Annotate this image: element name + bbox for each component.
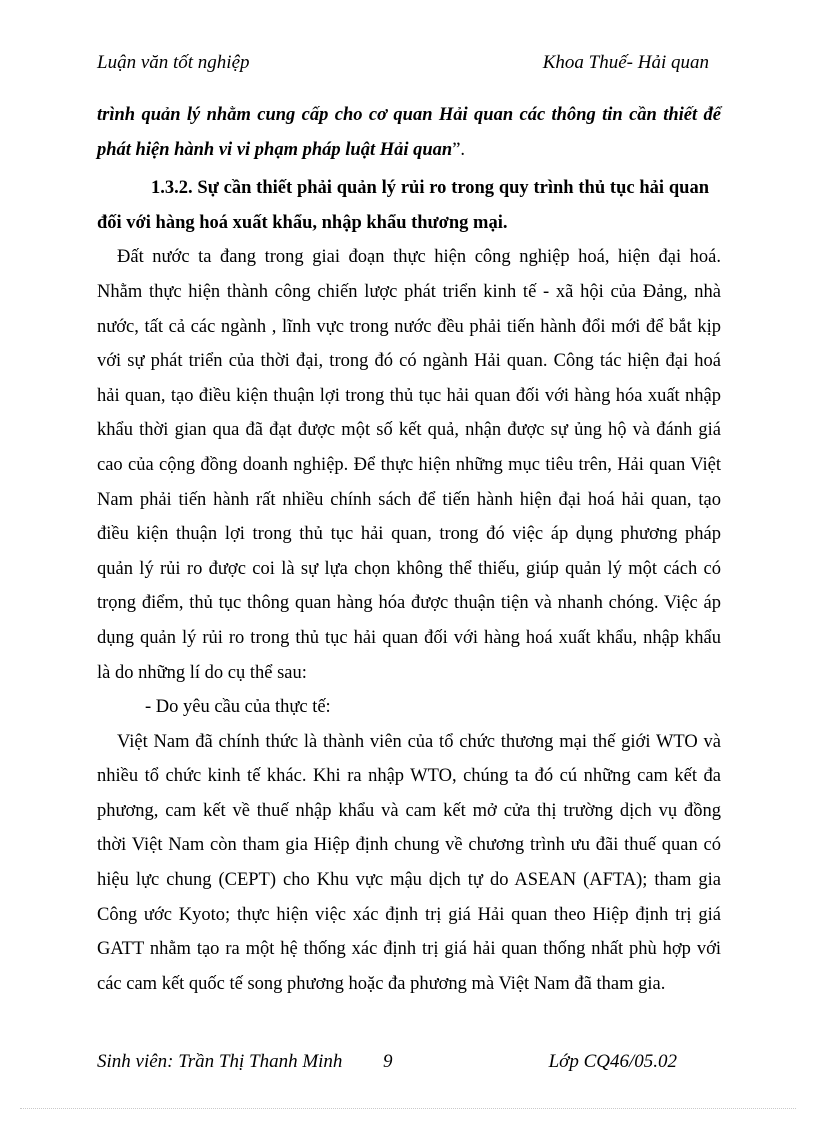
paragraph-line: Đất nước ta đang trong giai đoạn thực hiện công nghiệp hoá, hiện đại hoá. <box>117 247 721 268</box>
paragraph-line: cao của cộng đồng doanh nghiệp. Để thực hiện những mục tiêu trên, Hải quan Việt <box>97 454 721 475</box>
paragraph-line: với sự phát triển của thời đại, trong đó có ngành Hải quan. Công tác hiện đại hoá <box>97 351 721 372</box>
header-faculty-label: Khoa Thuế- Hải quan <box>542 52 709 73</box>
intro-line-2 <box>97 133 721 168</box>
page-footer <box>97 1051 677 1077</box>
section-heading-line-1: 1.3.2. Sự cần thiết phải quản lý rủi ro trong quy trình thủ tục hải quan <box>151 178 709 199</box>
page-bottom-divider <box>20 1108 796 1109</box>
paragraph-line: là do những lí do cụ thể sau: <box>97 662 307 683</box>
footer-class-code: Lớp CQ46/05.02 <box>548 1051 677 1072</box>
paragraph-line: phương, cam kết về thuế nhập khẩu và cam kết mở cửa thị trường dịch vụ đồng <box>97 800 721 821</box>
page-header <box>97 52 709 78</box>
paragraph-line: nước, tất cả các ngành , lĩnh vực trong nước đều phải tiến hành đổi mới để bắt kịp <box>97 316 721 337</box>
page-number: 9 <box>383 1051 393 1072</box>
paragraph-line: Công ước Kyoto; thực hiện việc xác định trị giá Hải quan theo Hiệp định trị giá <box>97 904 721 925</box>
paragraph-line: nhiều tổ chức kinh tế khác. Khi ra nhập WTO, chúng ta đó cú những cam kết đa <box>97 766 721 787</box>
intro-line-1: trình quản lý nhằm cung cấp cho cơ quan Hải quan các thông tin cần thiết để <box>97 105 721 125</box>
paragraph-line: GATT nhằm tạo ra một hệ thống xác định trị giá hải quan thống nhất phù hợp với <box>97 939 721 960</box>
paragraph-line: Việt Nam đã chính thức là thành viên của tổ chức thương mại thế giới WTO và <box>117 731 721 752</box>
paragraph-line: quản lý rủi ro được coi là sự lựa chọn không thể thiếu, giúp quản lý một cách có <box>97 558 721 579</box>
paragraph-line: các cam kết quốc tế song phương hoặc đa phương mà Việt Nam đã tham gia. <box>97 973 666 994</box>
paragraph-1 <box>97 240 721 690</box>
paragraph-2 <box>97 725 721 1002</box>
header-thesis-label: Luận văn tốt nghiệp <box>97 52 250 73</box>
paragraph-line: trọng điểm, thủ tục thông quan hàng hóa được thuận tiện và nhanh chóng. Việc áp <box>97 593 721 614</box>
paragraph-line: điều kiện thuận lợi trong thủ tục hải quan, trong đó việc áp dụng phương pháp <box>97 524 721 545</box>
paragraph-line: dụng quản lý rủi ro trong thủ tục hải quan đối với hàng hoá xuất khẩu, nhập khẩu <box>97 627 721 648</box>
document-body <box>97 98 721 1001</box>
paragraph-line: Nhằm thực hiện thành công chiến lược phát triển kinh tế - xã hội của Đảng, nhà <box>97 281 721 302</box>
paragraph-line: hải quan, tạo điều kiện thuận lợi trong thủ tục hải quan đối với hàng hóa xuất nhập <box>97 385 721 406</box>
intro-line-2-tail: ”. <box>452 139 466 160</box>
intro-line-2-bold: phát hiện hành vi vi phạm pháp luật Hải quan <box>97 139 453 160</box>
paragraph-line: Nam phải tiến hành rất nhiều chính sách để tiến hành hiện đại hoá hải quan, tạo <box>97 489 721 510</box>
footer-student-name: Sinh viên: Trần Thị Thanh Minh <box>97 1051 343 1072</box>
paragraph-line: hiệu lực chung (CEPT) cho Khu vực mậu dịch tự do ASEAN (AFTA); tham gia <box>97 870 721 891</box>
bullet-reality-requirement: - Do yêu cầu của thực tế: <box>145 697 331 718</box>
paragraph-line: khẩu thời gian qua đã đạt được một số kết quả, nhận được sự ủng hộ và đánh giá <box>97 420 721 441</box>
paragraph-line: thời Việt Nam còn tham gia Hiệp định chung về chương trình ưu đãi thuế quan có <box>97 835 721 856</box>
section-heading-line-2: đối với hàng hoá xuất khẩu, nhập khẩu thương mại. <box>97 212 508 233</box>
